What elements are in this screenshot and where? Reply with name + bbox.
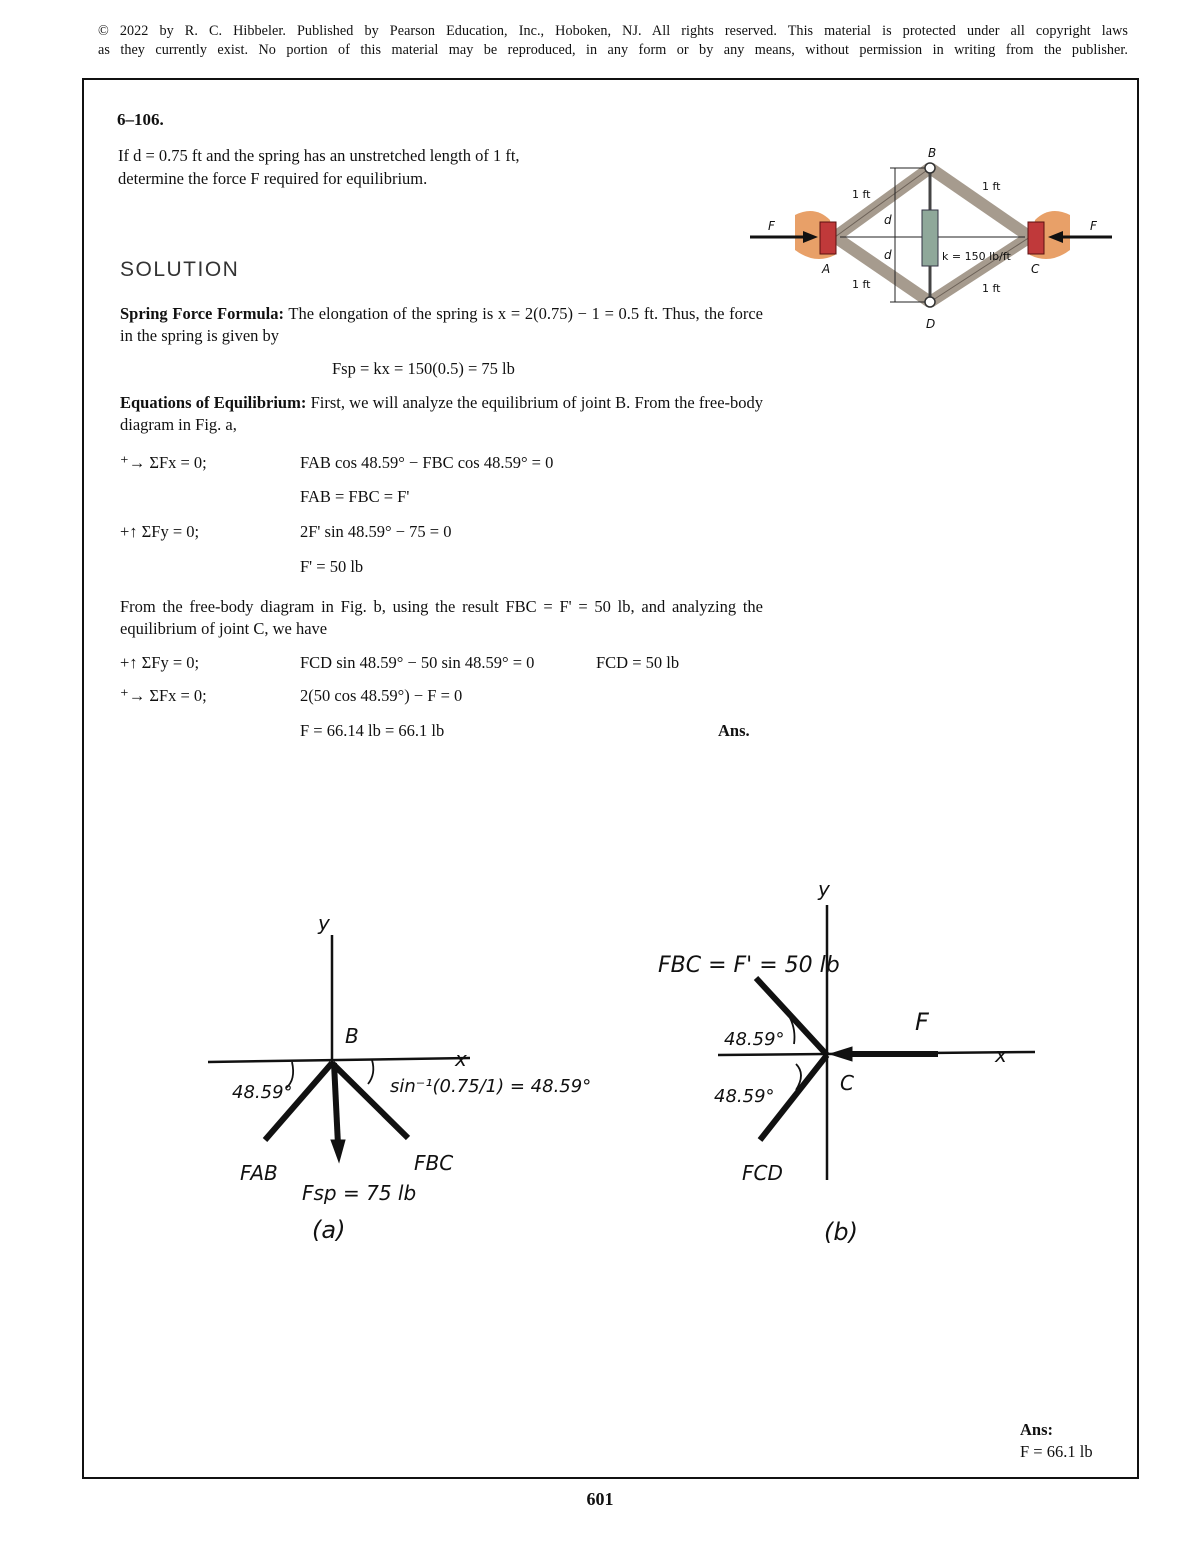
fbd-b-x-label: x <box>995 1043 1007 1067</box>
fbd-a-x-label: x <box>455 1047 467 1071</box>
label-1ft-bottom-right: 1 ft <box>982 282 1001 295</box>
eq5: FCD sin 48.59° − 50 sin 48.59° = 0 <box>300 653 535 672</box>
statement-line-2: determine the force F required for equilibrium. <box>118 169 428 188</box>
fbd-a-angle-arc-right <box>368 1060 373 1084</box>
copyright-line-1: © 2022 by R. C. Hibbeler. Published by Pearson Education, Inc., Hoboken, NJ. All rights reserved. This material is protected under all copyright laws <box>98 23 1128 39</box>
fbd-a-angle-left: 48.59° <box>232 1082 293 1103</box>
fbd-a-y-label: y <box>318 911 330 935</box>
spring-force-equation: Fsp = kx = 150(0.5) = 75 lb <box>332 359 515 378</box>
eq6-label: ⁺→ ΣFx = 0; <box>120 686 207 705</box>
label-d-top: d <box>884 213 892 227</box>
label-spring-constant: k = 150 lb/ft <box>942 250 1011 263</box>
fbd-a-B-label: B <box>345 1024 359 1048</box>
fbd-b-FCD-label: FCD <box>742 1161 783 1185</box>
eq1: FAB cos 48.59° − FBC cos 48.59° = 0 <box>300 453 554 472</box>
fbd-b-F-arrowhead <box>830 1047 852 1061</box>
label-A: A <box>822 262 831 276</box>
statement-line-1: If d = 0.75 ft and the spring has an unstretched length of 1 ft, <box>118 146 520 165</box>
eq5-result: FCD = 50 lb <box>596 653 680 672</box>
fbd-b-y-label: y <box>818 877 830 901</box>
page-number: 601 <box>586 1489 614 1509</box>
answer-label: Ans. <box>718 721 750 740</box>
eq6: 2(50 cos 48.59°) − F = 0 <box>300 686 463 705</box>
answer-box-label: Ans: <box>1020 1420 1054 1439</box>
label-1ft-bottom-left: 1 ft <box>852 278 871 291</box>
fbd-b-caption: (b) <box>824 1218 858 1246</box>
fbd-a-caption: (a) <box>312 1216 346 1244</box>
label-D: D <box>926 317 936 331</box>
label-C: C <box>1031 262 1040 276</box>
fbd-a-Fsp-label: Fsp = 75 lb <box>302 1181 417 1205</box>
solution-heading: SOLUTION <box>120 258 240 281</box>
label-1ft-top-left: 1 ft <box>852 188 871 201</box>
eq3: 2F' sin 48.59° − 75 = 0 <box>300 522 452 541</box>
label-F-left: F <box>768 219 775 233</box>
fbd-b-angle-bottom: 48.59° <box>714 1086 775 1107</box>
spring-force-title: Spring Force Formula: <box>120 304 284 323</box>
equilibrium-title: Equations of Equilibrium: <box>120 393 307 412</box>
fbd-a-Fsp-vector <box>334 1063 338 1145</box>
eq5-label: +↑ ΣFy = 0; <box>120 653 200 672</box>
fbd-b-F-label: F <box>915 1008 929 1036</box>
eq2: FAB = FBC = F' <box>300 487 410 506</box>
eq4: F' = 50 lb <box>300 557 364 576</box>
fbd-b-C-label: C <box>840 1071 854 1095</box>
eq3-label: +↑ ΣFy = 0; <box>120 522 200 541</box>
fbd-a-angle-right: sin⁻¹(0.75/1) = 48.59° <box>390 1076 592 1097</box>
equilibrium-text: First, we will analyze the equilibrium of joint B. From the free-body diagram in Fig. a, <box>120 393 764 434</box>
label-F-right: F <box>1090 219 1097 233</box>
problem-number: 6–106. <box>117 110 164 129</box>
label-1ft-top-right: 1 ft <box>982 180 1001 193</box>
label-d-bottom: d <box>884 248 892 262</box>
fbd-a-x-axis <box>208 1058 470 1062</box>
joint-c-paragraph: From the free-body diagram in Fig. b, using the result FBC = F' = 50 lb, and analyzing the equilibrium of joint C, we have <box>120 597 763 638</box>
fbd-a-FBC-vector <box>332 1063 408 1138</box>
fbd-a-Fsp-arrowhead <box>331 1140 345 1162</box>
eq7: F = 66.14 lb = 66.1 lb <box>300 721 445 740</box>
label-B: B <box>928 146 937 160</box>
answer-box-value: F = 66.1 lb <box>1020 1442 1093 1461</box>
fbd-a <box>208 935 470 1162</box>
fbd-b-FBC-label: FBC = F' = 50 lb <box>658 953 840 978</box>
fbd-a-FBC-label: FBC <box>414 1151 454 1175</box>
eq1-label: ⁺→ ΣFx = 0; <box>120 453 207 472</box>
fbd-a-FAB-label: FAB <box>240 1161 278 1185</box>
fbd-b-angle-top: 48.59° <box>724 1029 785 1050</box>
spring-force-text-2: Thus, the force in the spring is given by <box>120 304 764 345</box>
copyright-line-2: as they currently exist. No portion of this material may be reproduced, in any form or by any means, without permission in writing from the publisher. <box>98 42 1128 58</box>
spring-force-text-1: The elongation of the spring is x = 2(0.75) − 1 = 0.5 ft. <box>288 304 659 323</box>
